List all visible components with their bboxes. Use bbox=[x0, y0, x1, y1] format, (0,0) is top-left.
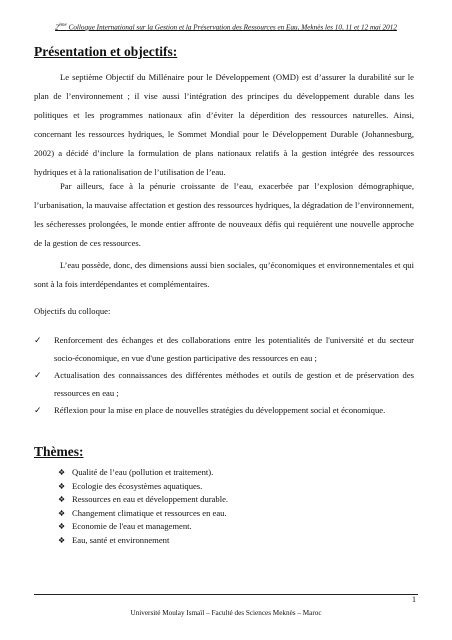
diamond-bullet-icon: ❖ bbox=[58, 508, 66, 518]
theme-item bbox=[58, 507, 228, 521]
theme-item bbox=[58, 466, 228, 480]
paragraph-text: Par ailleurs, face à la pénurie croissante de l’eau, exacerbée par l’explosion démographique, l’urbanisation, la mauvaise affectation et gestion des ressources hydriques, la dégradation de l’environnement, les sécheresses prolongées, le monde entier affronte de nouveaux défis qui requièrent une nouvelle approche de la gestion de ces ressources. bbox=[34, 181, 414, 248]
theme-item bbox=[58, 493, 228, 507]
section-title-themes bbox=[34, 444, 84, 460]
paragraph-omd bbox=[34, 68, 414, 182]
section-title-presentation bbox=[34, 44, 177, 60]
section-title-presentation-text: Présentation et objectifs bbox=[34, 44, 173, 59]
objective-text: Actualisation des connaissances des différentes méthodes et outils de gestion et de préservation des ressources en eau ; bbox=[54, 370, 414, 398]
objective-text: Renforcement des échanges et des collaborations entre les potentialités de l'université et du secteur socio-économique, en vue d'une gestion participative des ressources en eau ; bbox=[54, 335, 414, 363]
theme-text: Ressources en eau et développement durable. bbox=[72, 494, 229, 505]
paragraph-text: Le septième Objectif du Millénaire pour le Développement (OMD) est d’assurer la durabilité sur le plan de l’environnement ; il vise aussi l’intégration des principes du développement durable dans les politiques et les programmes nationaux afin d’éviter la déperdition des ressources naturelles. Ainsi, concernant les ressources hydriques, le Sommet Mondial pour le Développement Durable (Johannesburg, 2002) a décidé d’inclure la formulation de plans nationaux relatifs à la gestion intégrée des ressources hydriques et à la rationalisation de l’utilisation de l’eau. bbox=[34, 72, 414, 177]
check-mark-icon: ✓ bbox=[34, 370, 42, 380]
theme-text: Changement climatique et ressources en eau. bbox=[72, 507, 227, 518]
objectives-list bbox=[34, 332, 414, 420]
objective-item bbox=[34, 332, 414, 367]
objective-item bbox=[34, 402, 414, 420]
page-header bbox=[0, 23, 452, 31]
paragraph-text: L’eau possède, donc, des dimensions aussi bien sociales, qu’économiques et environnementales et qui sont à la fois interdépendantes et complémentaires. bbox=[34, 260, 414, 289]
objectives-label: Objectifs du colloque: bbox=[34, 306, 111, 316]
header-text: Colloque International sur la Gestion et la Préservation des Ressources en Eau, Meknès les 10, 11 et 12 mai 2012 bbox=[66, 23, 397, 32]
paragraph-dimensions bbox=[34, 256, 414, 294]
theme-text: Ecologie des écosystèmes aquatiques. bbox=[72, 480, 203, 491]
theme-text: Eau, santé et environnement bbox=[72, 534, 170, 545]
diamond-bullet-icon: ❖ bbox=[58, 468, 66, 477]
header-ordinal-suffix: ème bbox=[58, 23, 67, 28]
header-ordinal: 2 bbox=[55, 23, 59, 32]
diamond-bullet-icon: ❖ bbox=[58, 522, 66, 532]
theme-text: Qualité de l’eau (pollution et traitement). bbox=[72, 467, 214, 477]
section-title-themes-text: Thèmes bbox=[34, 444, 79, 459]
theme-item bbox=[58, 480, 228, 494]
diamond-bullet-icon: ❖ bbox=[58, 481, 66, 491]
section-title-presentation-colon: : bbox=[172, 44, 178, 59]
check-mark-icon: ✓ bbox=[34, 335, 42, 345]
diamond-bullet-icon: ❖ bbox=[58, 495, 66, 505]
theme-text: Economie de l'eau et management. bbox=[72, 521, 192, 532]
paragraph-penurie bbox=[34, 177, 414, 253]
footer-divider bbox=[34, 594, 418, 595]
objective-text: Réflexion pour la mise en place de nouvelles stratégies du développement social et économique. bbox=[54, 405, 386, 415]
page-number: 1 bbox=[412, 595, 416, 604]
page-footer: Université Moulay Ismaïl – Faculté des Sciences Meknès – Maroc bbox=[130, 609, 322, 617]
theme-item bbox=[58, 520, 228, 534]
theme-item bbox=[58, 534, 228, 548]
section-title-themes-colon: : bbox=[79, 444, 84, 459]
objective-item bbox=[34, 367, 414, 402]
diamond-bullet-icon: ❖ bbox=[58, 535, 66, 545]
check-mark-icon: ✓ bbox=[34, 405, 42, 415]
themes-list bbox=[58, 466, 228, 548]
